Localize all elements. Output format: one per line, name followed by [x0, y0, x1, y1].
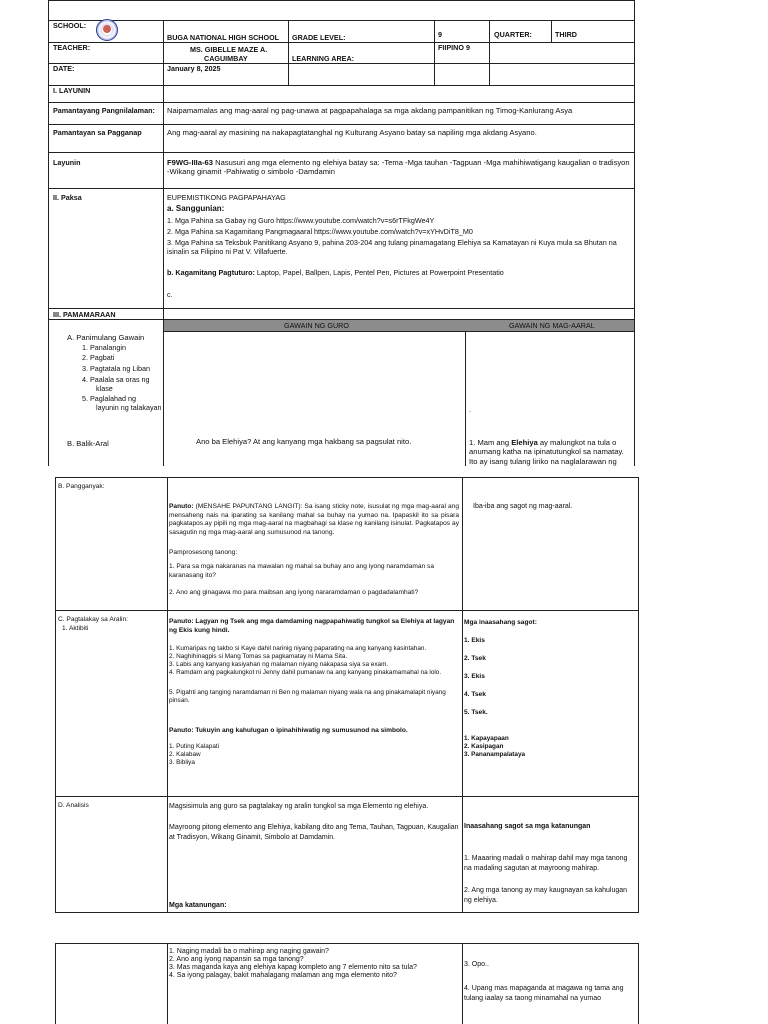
list-item: 2. Pagbati: [82, 353, 115, 362]
list-item: 5. Paglalahad ng: [82, 394, 136, 403]
pagganap-label: Pamantayan sa Pagganap: [53, 128, 142, 137]
panuto-simbolo: Panuto: Tukuyin ang kahulugan o ipinahihiwatig ng sumusunod na simbolo.: [169, 727, 408, 734]
list-item: 1. Puting Kalapati: [169, 743, 220, 750]
mga-katanungan-label: Mga katanungan:: [169, 902, 227, 909]
list-item: 2. Naghihinagpis si Mang Tomas sa pagkamatay ni Mama Sita.: [169, 653, 348, 660]
date-value: January 8, 2025: [167, 64, 221, 73]
balik-aral-guro: Ano ba Elehiya? At ang kanyang mga hakbang sa pagsulat nito.: [196, 437, 412, 446]
answer-item: 2. Tsek: [464, 655, 486, 662]
list-item: 3. Pagtatala ng Liban: [82, 364, 150, 373]
list-item: 3. Labis ang kanyang kasiyahan ng malaman niyang nakapasa siya sa exam.: [169, 661, 389, 668]
learning-area-label: LEARNING AREA:: [292, 54, 355, 63]
learning-area-value: FIIPINO 9: [438, 43, 470, 52]
panuto-tsek-ekis: Panuto: Lagyan ng Tsek ang mga damdaming nagpapahiwatig tungkol sa Elehiya at lagyan ng Ekis kung hindi.: [169, 618, 455, 634]
pangganyak-panuto: Panuto: (MENSAHE PAPUNTANG LANGIT): Sa isang sticky note, isusulat ng mga mag-aaral ang mensaheng nais na iparating sa kanilang mahal sa buhay na yumao na. Ipapaskil ito sa pisara pagkatapos.ay pipili ng mga mag-aaral na magbahagi sa klase ng kanilang isinulat. Pagkatapos ay sasagutin ng mga mag-aaral ang sumusunod na tanong.: [169, 503, 459, 536]
question-item: 3. Mas maganda kaya ang elehiya kapag kompleto ang 7 elemento nito sa tula?: [169, 964, 417, 971]
date-label: DATE:: [53, 64, 75, 73]
school-seal-logo: [96, 19, 118, 41]
balik-aral-answer-2: anumang katha na ipinatutungkol sa namatay.: [469, 447, 624, 456]
analisis-label: D. Analisis: [58, 802, 89, 809]
pagganap-text: Ang mag-aaral ay masining na nakapagtatanghal ng Kulturang Asyano batay sa napiling mga akdang Asyano.: [167, 128, 537, 137]
balik-aral-answer-3: Ito ay isang tulang liriko na naglalarawan ng: [469, 457, 617, 466]
reference-2: 2. Mga Pahina sa Kagamitang Pangmagaaral https://www.youtube.com/watch?v=xYHvDiT8_M0: [167, 227, 473, 236]
quarter-label: QUARTER:: [494, 30, 532, 39]
pamprosesong-tanong: Pamprosesong tanong:: [169, 549, 238, 556]
list-item: 5. Pigahti ang tanging naramdaman ni Ben ng malaman niyang wala na ang pinakamalapit niyang pinsan.: [169, 689, 446, 704]
list-item: 1. Kumaripas ng takbo si Kaye dahil narinig niyang paparating na ang kanyang kasintahan.: [169, 645, 427, 652]
pangganyak-sagot: Iba-iba ang sagot ng mag-aaral.: [473, 503, 573, 510]
grade-value: 9: [438, 30, 442, 39]
list-item: 2. Kalabaw: [169, 751, 201, 758]
quarter-value: THIRD: [555, 30, 577, 39]
balik-aral-label: B. Balik-Aral: [67, 439, 109, 448]
list-item: 4. Paalala sa oras ng: [82, 375, 150, 384]
analisis-p2: Mayroong pitong elemento ang Elehiya, kabilang dito ang Tema, Tauhan, Tagpuan, Kaugalian at Tradisyon, Wikang Ginamit, Simbolo at Damdamin.: [169, 824, 459, 841]
list-item: 4. Ramdam ang pagkalungkot ni Jenny dahil pumanaw na ang kanyang pinakamamahal na lolo.: [169, 669, 442, 676]
answer-item: 3. Pananampalataya: [464, 751, 526, 758]
answer-item: 3. Ekis: [464, 673, 485, 680]
paksa-title: EUPEMISTIKONG PAGPAPAHAYAG: [167, 193, 286, 202]
pamamaraan-heading: III. PAMAMARAAN: [53, 310, 116, 319]
reference-3: 3. Mga Pahina sa Teksbuk Panitikang Asyano 9, pahina 203-204 ang tulang pinamagatang Elehiya sa Kamatayan ni Kuya mula sa Bhutan na isinalin sa Filipino ni Pat V. Villafuerte.: [167, 238, 617, 256]
list-item: 1. Panalangin: [82, 343, 126, 352]
layunin-text: F9WG-IIIa-63 Nasusuri ang mga elemento ng elehiya batay sa: -Tema -Mga tauhan -Tagpuan -Mga mahihiwatigang kaugalian o tradisyon -Wikang ginamit -Pahiwatig o simbolo -Damdamin: [167, 158, 630, 176]
pagtalakay-label: C. Pagtalakay sa Aralin:: [58, 616, 129, 623]
balik-aral-answer-1: 1. Mam ang Elehiya ay malungkot na tula o: [469, 438, 617, 447]
item-c: c.: [167, 290, 173, 299]
answer-item: 5. Tsek.: [464, 709, 488, 716]
aktibiti-label: 1. Aktibiti: [62, 625, 89, 632]
answer-item: 2. Kasipagan: [464, 743, 504, 750]
reference-1: 1. Mga Pahina sa Gabay ng Guro https://www.youtube.com/watch?v=s6rTFkgWe4Y: [167, 216, 435, 225]
school-label: SCHOOL:: [53, 21, 87, 30]
pangganyak-label: B. Pangganyak:: [58, 483, 105, 490]
pamantayang-text: Naipamamalas ang mag-aaral ng pag-unawa at pagpapahalaga sa mga akdang pampanitikan ng Timog-Kanlurang Asya: [167, 106, 573, 115]
list-item: klase: [96, 384, 113, 393]
inaasahang-sagot-label: Mga inaasahang sagot:: [464, 619, 537, 626]
teacher-name-2: CAGUIMBAY: [204, 54, 248, 63]
panimulang-gawain-label: A. Panimulang Gawain: [67, 333, 145, 342]
dot-mark: .: [469, 405, 471, 414]
answer-3: 3. Opo..: [464, 961, 489, 968]
pamantayang-label: Pamantayang Pangnilalaman:: [53, 106, 155, 115]
answer-item: 1. Kapayapaan: [464, 735, 509, 742]
pangganyak-q2: 2. Ano ang ginagawa mo para maibsan ang iyong nararamdaman o pagdadalamhati?: [169, 589, 419, 596]
teacher-label: TEACHER:: [53, 43, 91, 52]
answer-item: 4. Tsek: [464, 691, 486, 698]
answer-4: 4. Upang mas mapaganda at magawa ng tama ang tulang iaalay sa taong minamahal na yumao: [464, 985, 624, 1002]
grade-label: GRADE LEVEL:: [292, 33, 346, 42]
column-gawain-mag-aaral: GAWAIN NG MAG-AARAL: [509, 321, 595, 330]
analisis-a2: 2. Ang mga tanong ay may kaugnayan sa kahulugan ng elehiya.: [464, 887, 628, 904]
question-item: 4. Sa iyong palagay, bakit mahalagang malaman ang mga elemento nito?: [169, 972, 397, 979]
kagamitan-text: b. Kagamitang Pagtuturo: Laptop, Papel, Ballpen, Lapis, Pentel Pen, Pictures at Powerpoint Presentatio: [167, 268, 504, 277]
list-item: 3. Bibliya: [169, 759, 195, 766]
analisis-a1: 1. Maaaring madali o mahirap dahil may mga tanong na madaling sagutan at mayroong mahirap.: [464, 855, 628, 872]
question-item: 2. Ano ang iyong napansin sa mga tanong?: [169, 956, 304, 963]
list-item: layunin ng talakayan: [96, 403, 162, 412]
school-value: BUGA NATIONAL HIGH SCHOOL: [167, 33, 280, 42]
pangganyak-q1: 1. Para sa mga nakaranas na mawalan ng mahal sa buhay ano ang iyong naramdaman sa karanasang ito?: [169, 563, 435, 579]
inaasahang-katanungan-label: Inaasahang sagot sa mga katanungan: [464, 823, 591, 830]
analisis-p1: Magsisimula ang guro sa pagtalakay ng aralin tungkol sa mga Elemento ng elehiya.: [169, 803, 429, 810]
sanggunian-label: a. Sanggunian:: [167, 204, 225, 213]
question-item: 1. Naging madali ba o mahirap ang naging gawain?: [169, 948, 329, 955]
layunin-label: Layunin: [53, 158, 81, 167]
layunin-heading: I. LAYUNIN: [53, 86, 91, 95]
paksa-label: II. Paksa: [53, 193, 82, 202]
answer-item: 1. Ekis: [464, 637, 485, 644]
teacher-name-1: MS. GIBELLE MAZE A.: [190, 45, 268, 54]
column-gawain-guro: GAWAIN NG GURO: [284, 321, 349, 330]
